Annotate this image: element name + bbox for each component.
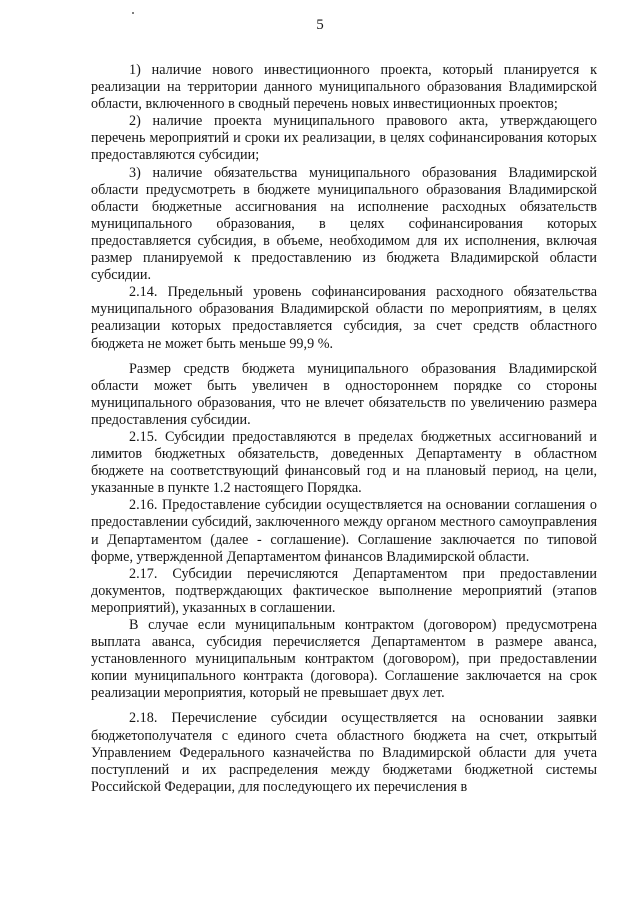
paragraph-item-3: 3) наличие обязательства муниципального образования Владимирской области предусмотреть в бюджете муниципального образования Владимирской области бюджетные ассигнования на исполнение расходных обязательств муниципального образования, в целях софинансирования которых предоставляется субсидия, в объеме, необходимом для их исполнения, включая размер планируемой к предоставлению из бюджета Владимирской области субсидии. <box>91 164 597 284</box>
paragraph-advance-payment: В случае если муниципальным контрактом (договором) предусмотрена выплата аванса, субсидия перечисляется Департаментом в размере аванса, установленного муниципальным контрактом (договором), при предоставлении копии муниципального контракта (договора). Соглашение заключается на срок реализации мероприятия, который не превышает двух лет. <box>91 617 597 702</box>
paragraph-2-16: 2.16. Предоставление субсидии осуществляется на основании соглашения о предоставлении субсидий, заключенного между органом местного самоуправления и Департаментом (далее - соглашение). Соглашение заключается по типовой форме, утвержденной Департаментом финансов Владимирской области. <box>91 497 597 565</box>
paragraph-2-15: 2.15. Субсидии предоставляются в пределах бюджетных ассигнований и лимитов бюджетных обязательств, доведенных Департаменту в областном бюджете на соответствующий финансовый год и на плановый период, на цели, указанные в пункте 1.2 настоящего Порядка. <box>91 428 597 497</box>
document-body <box>91 62 597 796</box>
scan-speck <box>132 12 134 14</box>
page-number: 5 <box>316 17 324 33</box>
paragraph-2-17: 2.17. Субсидии перечисляются Департаментом при предоставлении документов, подтверждающих фактическое выполнение мероприятий (этапов мероприятий), указанных в соглашении. <box>91 565 597 616</box>
paragraph-item-2: 2) наличие проекта муниципального правового акта, утверждающего перечень мероприятий и сроки их реализации, в целях софинансирования которых предоставляются субсидии; <box>91 113 597 164</box>
paragraph-item-1: 1) наличие нового инвестиционного проекта, который планируется к реализации на территории данного муниципального образования Владимирской области, включенного в сводный перечень новых инвестиционных проектов; <box>91 62 597 113</box>
paragraph-budget-increase: Размер средств бюджета муниципального образования Владимирской области может быть увеличен в одностороннем порядке со стороны муниципального образования, что не влечет обязательств по увеличению размера предоставления субсидии. <box>91 360 597 428</box>
paragraph-2-18: 2.18. Перечисление субсидии осуществляется на основании заявки бюджетополучателя с единого счета областного бюджета на счет, открытый Управлением Федерального казначейства по Владимирской области для учета поступлений и их распределения между бюджетами бюджетной системы Российской Федерации, для последующего их перечисления в <box>91 710 597 795</box>
paragraph-2-14: 2.14. Предельный уровень софинансирования расходного обязательства муниципального образования Владимирской области по мероприятиям, в целях реализации которых предоставляется субсидия, за счет средств областного бюджета не может быть меньше 99,9 %. <box>91 284 597 352</box>
